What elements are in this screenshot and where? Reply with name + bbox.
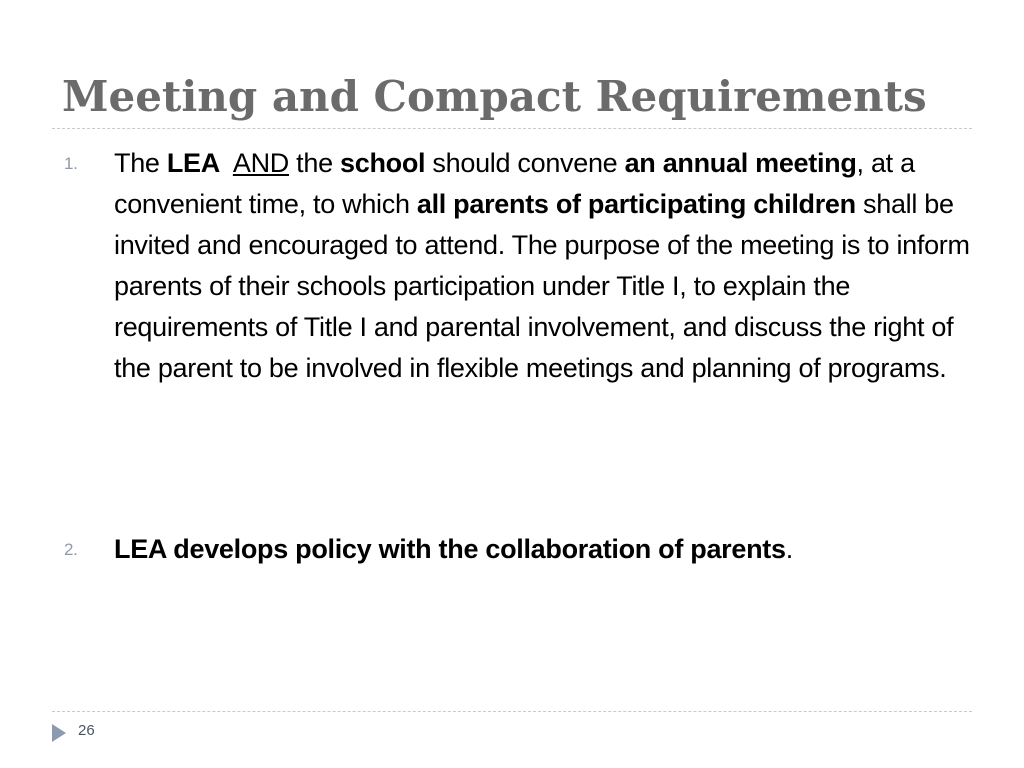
emphasis-lea: LEA	[166, 148, 220, 178]
slide-title: Meeting and Compact Requirements	[62, 72, 927, 121]
page-number: 26	[78, 722, 95, 739]
item-text: LEA develops policy with the collaboration of parents.	[114, 534, 793, 564]
emphasis-all-parents: all parents of participating children	[416, 189, 856, 219]
title-divider	[52, 128, 972, 129]
emphasis-annual-meeting: an annual meeting	[624, 148, 857, 178]
emphasis-policy: LEA develops policy with the collaboration of parents	[114, 534, 786, 564]
list-item	[64, 529, 974, 570]
triangle-right-icon	[52, 724, 66, 742]
footer-divider	[52, 711, 972, 712]
item-number: 2.	[64, 540, 78, 559]
item-text: The LEA AND the school should convene an annual meeting, at a convenient time, to which all parents of participating children shall be invited and encouraged to attend. The purpose of the meeting is to inform parents of their schools participation under Title I, to explain the requirements of Title I and parental involvement, and discuss the right of the parent to be involved in flexible meetings and planning of programs.	[114, 148, 970, 383]
emphasis-and: AND	[232, 148, 289, 178]
list-item	[64, 143, 974, 389]
item-number: 1.	[64, 154, 78, 173]
emphasis-school: school	[340, 148, 426, 178]
